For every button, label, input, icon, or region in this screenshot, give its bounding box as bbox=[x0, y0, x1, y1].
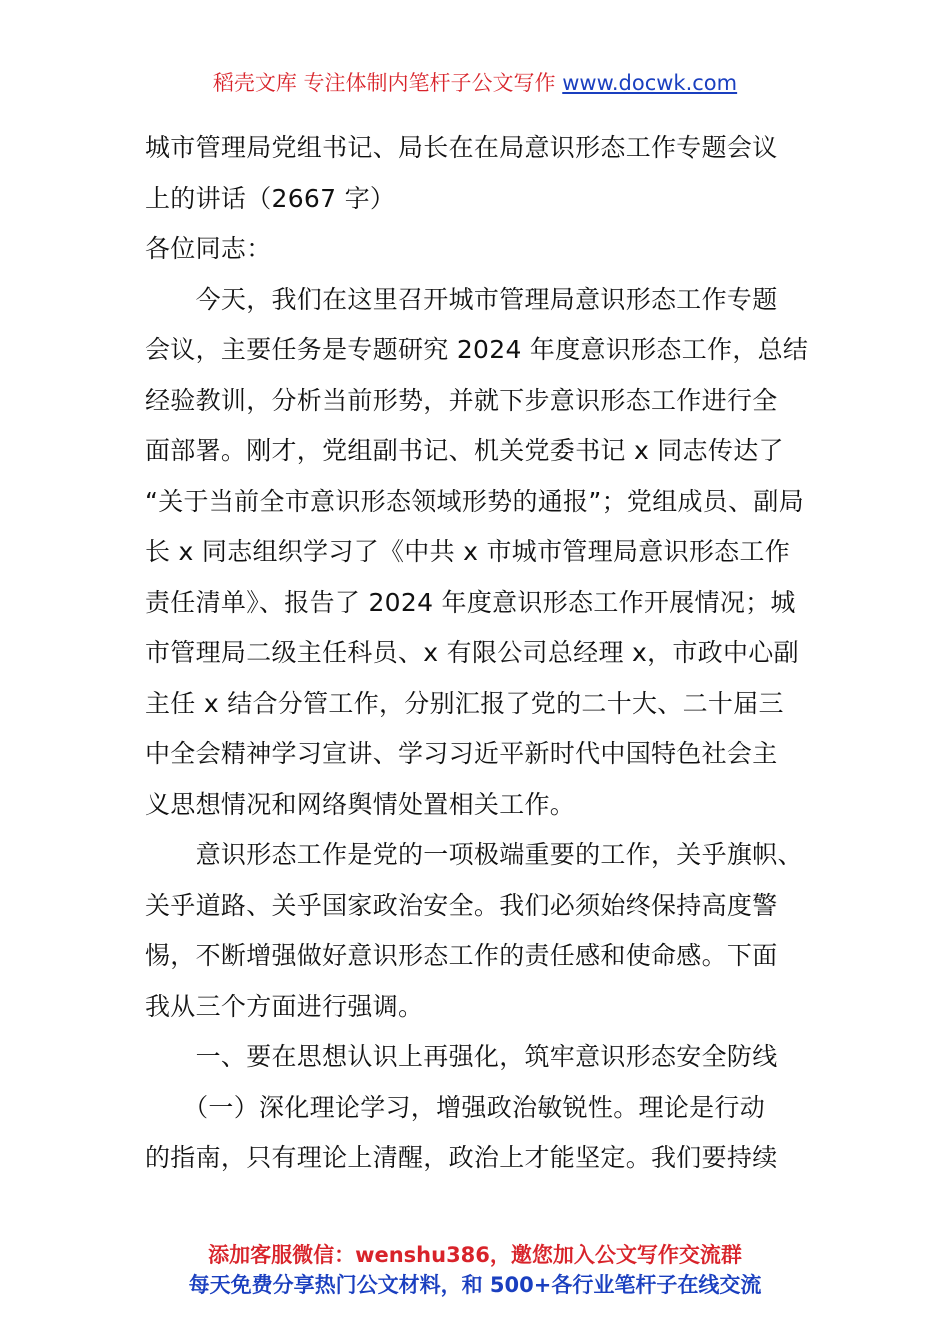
body-line: 中全会精神学习宣讲、学习习近平新时代中国特色社会主 bbox=[145, 739, 778, 768]
footer-promo-line: 每天免费分享热门公文材料，和 500+各行业笔杆子在线交流 bbox=[188, 1273, 762, 1297]
header-brand: 稻壳文库 专注体制内笔杆子公文写作 bbox=[212, 71, 556, 95]
document-title-line-1: 城市管理局党组书记、局长在在局意识形态工作专题会议 bbox=[145, 133, 778, 162]
body-line: 主任 x 结合分管工作，分别汇报了党的二十大、二十届三 bbox=[145, 688, 784, 718]
body-line: 的指南，只有理论上清醒，政治上才能坚定。我们要持续 bbox=[145, 1143, 778, 1172]
document-body bbox=[145, 123, 810, 1184]
body-line: 面部署。刚才，党组副书记、机关党委书记 x 同志传达了 bbox=[145, 436, 784, 465]
body-line: 会议，主要任务是专题研究 2024 年度意识形态工作，总结 bbox=[145, 335, 809, 364]
body-line: 经验教训，分析当前形势，并就下步意识形态工作进行全 bbox=[145, 385, 778, 415]
body-line: “关于当前全市意识形态领域形势的通报”；党组成员、副局 bbox=[145, 486, 805, 516]
section-heading: 一、要在思想认识上再强化，筑牢意识形态安全防线 bbox=[145, 1042, 778, 1071]
page-header bbox=[0, 68, 950, 98]
body-line: 惕，不断增强做好意识形态工作的责任感和使命感。下面 bbox=[145, 941, 778, 970]
document-title-line-2: 上的讲话（2667 字） bbox=[145, 183, 396, 213]
body-line: 关乎道路、关乎国家政治安全。我们必须始终保持高度警 bbox=[145, 890, 778, 920]
body-line: 意识形态工作是党的一项极端重要的工作，关乎旗帜、 bbox=[145, 840, 803, 869]
body-line: 责任清单》、报告了 2024 年度意识形态工作开展情况；城 bbox=[145, 587, 796, 617]
salutation: 各位同志： bbox=[145, 234, 272, 263]
body-line: 我从三个方面进行强调。 bbox=[145, 991, 424, 1021]
subsection-heading: （一）深化理论学习，增强政治敏锐性。理论是行动 bbox=[145, 1092, 766, 1122]
body-line: 义思想情况和网络舆情处置相关工作。 bbox=[145, 789, 576, 819]
page-footer bbox=[0, 1240, 950, 1300]
footer-wechat-line: 添加客服微信：wenshu386，邀您加入公文写作交流群 bbox=[208, 1243, 742, 1267]
header-url-link[interactable]: www.docwk.com bbox=[562, 71, 738, 95]
body-line: 今天，我们在这里召开城市管理局意识形态工作专题 bbox=[145, 284, 778, 314]
body-line: 长 x 同志组织学习了《中共 x 市城市管理局意识形态工作 bbox=[145, 537, 791, 566]
body-line: 市管理局二级主任科员、x 有限公司总经理 x，市政中心副 bbox=[145, 638, 799, 667]
